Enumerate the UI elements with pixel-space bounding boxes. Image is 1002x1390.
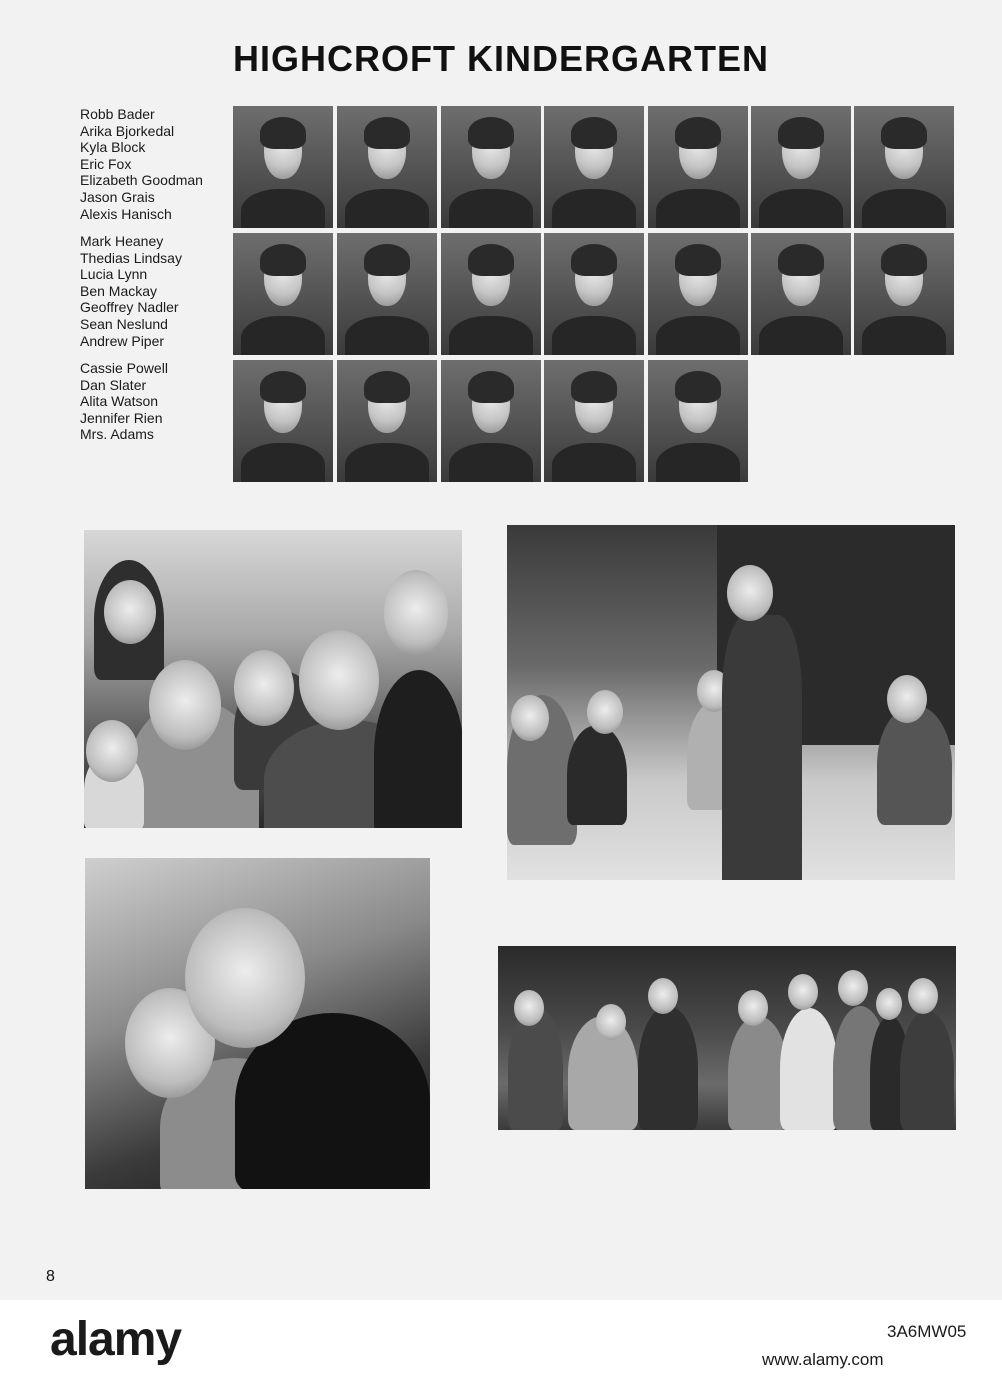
alamy-logo: alamy (50, 1313, 182, 1366)
student-portrait (854, 106, 954, 228)
image-id: 3A6MW05 (887, 1322, 967, 1341)
student-portrait (233, 106, 333, 228)
student-portrait (441, 106, 541, 228)
student-name: Arika Bjorkedal (80, 122, 175, 139)
student-portrait (648, 106, 748, 228)
student-portrait (233, 233, 333, 355)
student-name: Dan Slater (80, 376, 147, 393)
student-name: Cassie Powell (80, 360, 168, 376)
student-name: Alita Watson (80, 393, 159, 410)
student-name: Lucia Lynn (80, 266, 148, 283)
student-name: Eric Fox (80, 155, 132, 172)
student-portrait (648, 360, 748, 482)
student-name: Kyla Block (80, 139, 146, 156)
roster-group-3 (80, 360, 168, 443)
student-portrait (233, 360, 333, 482)
student-portrait (441, 233, 541, 355)
student-name: Thedias Lindsay (80, 249, 182, 266)
two-boys-photo (85, 858, 430, 1189)
student-portrait (544, 106, 644, 228)
roster-group-1 (80, 106, 203, 222)
student-name: Mark Heaney (80, 233, 164, 249)
student-portrait (337, 106, 437, 228)
classroom-floor-photo (507, 525, 955, 880)
student-portrait (337, 360, 437, 482)
student-portrait (441, 360, 541, 482)
student-name: Geoffrey Nadler (80, 299, 179, 316)
student-name: Robb Bader (80, 106, 155, 122)
student-name: Andrew Piper (80, 332, 165, 349)
teacher-name: Mrs. Adams (80, 426, 154, 443)
footer-url: www.alamy.com (762, 1350, 884, 1369)
student-name: Sean Neslund (80, 315, 168, 332)
children-line-photo (498, 946, 956, 1130)
student-portrait (337, 233, 437, 355)
classroom-children-photo (84, 530, 462, 828)
student-name: Jennifer Rien (80, 409, 163, 426)
student-portrait (751, 106, 851, 228)
student-portrait (648, 233, 748, 355)
student-name: Elizabeth Goodman (80, 172, 203, 189)
page-number: 8 (46, 1268, 55, 1285)
student-portrait (854, 233, 954, 355)
student-portrait (751, 233, 851, 355)
student-portrait (544, 360, 644, 482)
roster-group-2 (80, 233, 182, 349)
page-title: HIGHCROFT KINDERGARTEN (233, 38, 769, 79)
student-name: Ben Mackay (80, 282, 158, 299)
student-name: Alexis Hanisch (80, 205, 172, 222)
student-portrait (544, 233, 644, 355)
student-name: Jason Grais (80, 188, 155, 205)
